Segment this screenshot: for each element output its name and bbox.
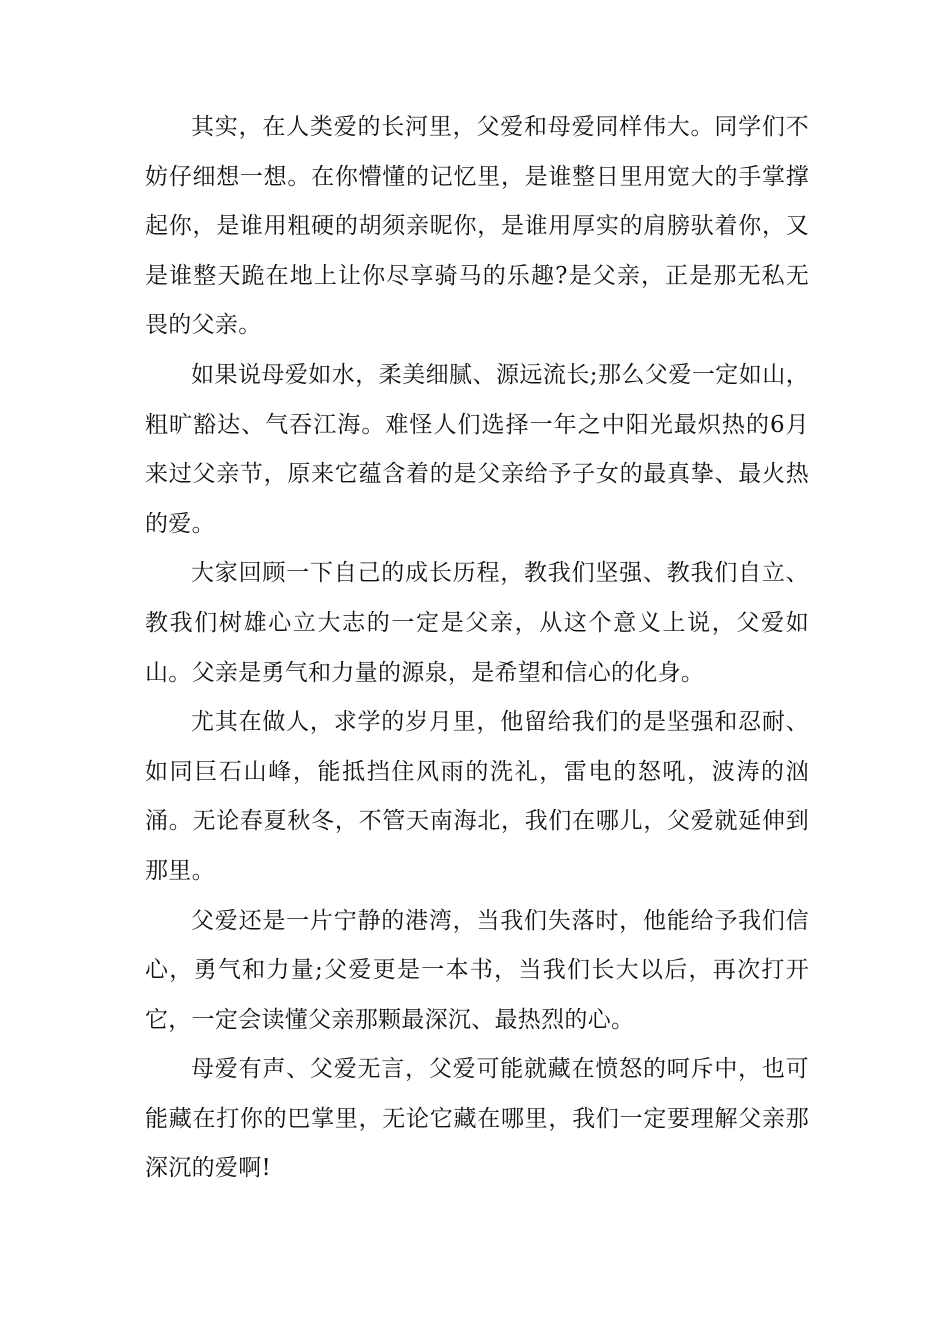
paragraph-3: 大家回顾一下自己的成长历程，教我们坚强、教我们自立、教我们树雄心立大志的一定是父亲，从这个意义上说，父爱如山。父亲是勇气和力量的源泉，是希望和信心的化身。 [145, 560, 809, 686]
document-body [145, 103, 809, 1194]
paragraph-2: 如果说母爱如水，柔美细腻、源远流长;那么父爱一定如山，粗旷豁达、气吞江海。难怪人们选择一年之中阳光最炽热的6月来过父亲节，原来它蕴含着的是父亲给予子女的最真挚、最火热的爱。 [145, 361, 809, 537]
paragraph-1: 其实，在人类爱的长河里，父爱和母爱同样伟大。同学们不妨仔细想一想。在你懵懂的记忆里，是谁整日里用宽大的手掌撑起你，是谁用粗硬的胡须亲昵你，是谁用厚实的肩膀驮着你，又是谁整天跪在地上让你尽享骑马的乐趣?是父亲，正是那无私无畏的父亲。 [145, 114, 809, 339]
paragraph-4: 尤其在做人，求学的岁月里，他留给我们的是坚强和忍耐、如同巨石山峰，能抵挡住风雨的洗礼，雷电的怒吼，波涛的汹涌。无论春夏秋冬，不管天南海北，我们在哪儿，父爱就延伸到那里。 [145, 709, 809, 884]
paragraph-5: 父爱还是一片宁静的港湾，当我们失落时，他能给予我们信心，勇气和力量;父爱更是一本书，当我们长大以后，再次打开它，一定会读懂父亲那颗最深沉、最热烈的心。 [145, 907, 809, 1033]
paragraph-6: 母爱有声、父爱无言，父爱可能就藏在愤怒的呵斥中，也可能藏在打你的巴掌里，无论它藏在哪里，我们一定要理解父亲那深沉的爱啊! [145, 1056, 809, 1182]
